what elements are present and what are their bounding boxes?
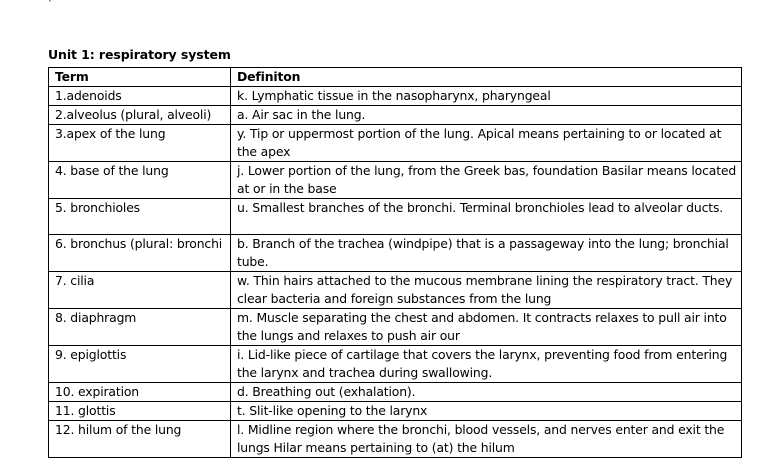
term-cell: 7. cilia [49,272,231,309]
term-cell: 3.apex of the lung [49,125,231,162]
table-row [49,309,742,346]
term-cell: 2.alveolus (plural, alveoli) [49,106,231,125]
definition-cell: d. Breathing out (exhalation). [231,383,742,402]
table-row [49,199,742,235]
definition-cell: i. Lid-like piece of cartilage that covers the larynx, preventing food from entering the larynx and trachea during swallowing. [231,346,742,383]
term-cell: 12. hilum of the lung [49,421,231,458]
table-row [49,402,742,421]
page-title: Unit 1: respiratory system [48,47,231,62]
definition-cell: w. Thin hairs attached to the mucous membrane lining the respiratory tract. They clear bacteria and foreign substances from the lung [231,272,742,309]
table-row [49,421,742,458]
definition-cell: a. Air sac in the lung. [231,106,742,125]
term-cell: 9. epiglottis [49,346,231,383]
table-row [49,346,742,383]
definition-cell: j. Lower portion of the lung, from the Greek bas, foundation Basilar means located at or in the base [231,162,742,199]
definition-cell: m. Muscle separating the chest and abdomen. It contracts relaxes to pull air into the lungs and relaxes to push air our [231,309,742,346]
corner-mark: ` [48,0,53,10]
term-cell: 1.adenoids [49,87,231,106]
definition-cell: u. Smallest branches of the bronchi. Terminal bronchioles lead to alveolar ducts. [231,199,742,235]
term-cell: 11. glottis [49,402,231,421]
header-term: Term [49,68,231,87]
table-row [49,272,742,309]
table-row [49,235,742,272]
table-header-row [49,68,742,87]
header-definition: Definiton [231,68,742,87]
table-row [49,87,742,106]
term-cell: 4. base of the lung [49,162,231,199]
term-cell: 10. expiration [49,383,231,402]
table-row [49,383,742,402]
table-row [49,162,742,199]
definition-cell: b. Branch of the trachea (windpipe) that is a passageway into the lung; bronchial tube. [231,235,742,272]
term-cell: 8. diaphragm [49,309,231,346]
table-row [49,125,742,162]
term-cell: 6. bronchus (plural: bronchi [49,235,231,272]
term-cell: 5. bronchioles [49,199,231,235]
table-row [49,106,742,125]
definition-cell: y. Tip or uppermost portion of the lung. Apical means pertaining to or located at the apex [231,125,742,162]
definition-cell: k. Lymphatic tissue in the nasopharynx, pharyngeal [231,87,742,106]
definition-cell: l. Midline region where the bronchi, blood vessels, and nerves enter and exit the lungs Hilar means pertaining to (at) the hilum [231,421,742,458]
definition-cell: t. Slit-like opening to the larynx [231,402,742,421]
terms-table [48,67,742,458]
